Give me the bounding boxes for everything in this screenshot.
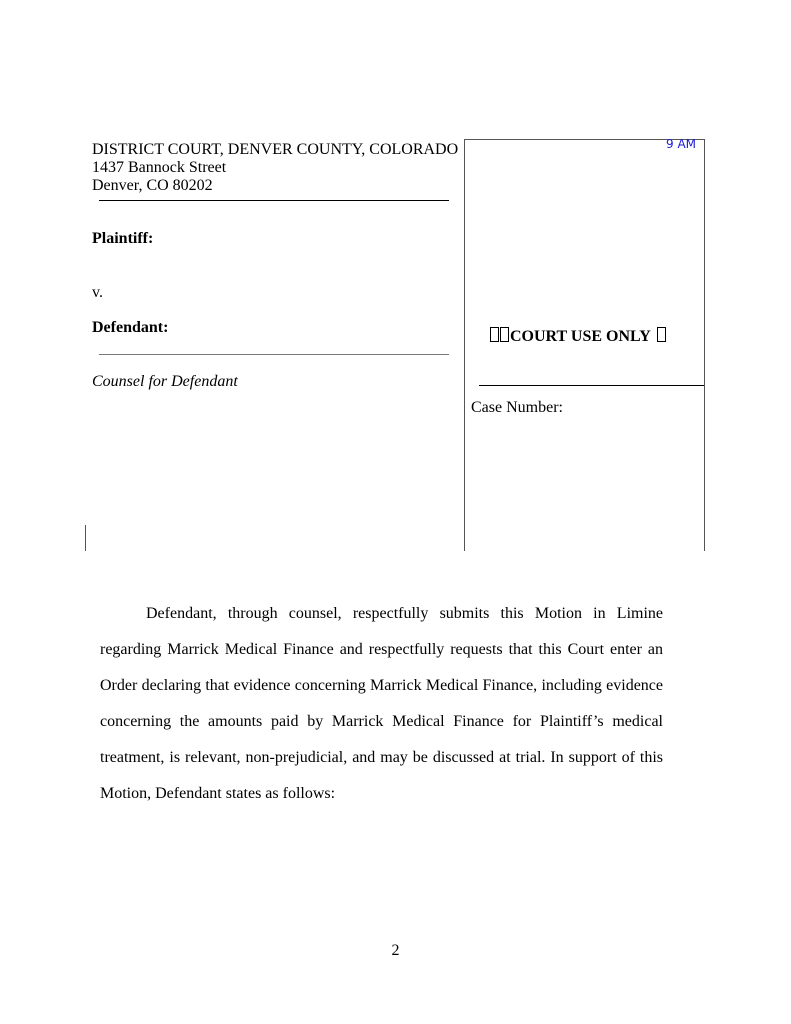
plaintiff-label: Plaintiff: [92,230,154,247]
motion-paragraph [100,596,663,812]
caption-right-border [704,139,705,551]
caption-left-border [85,525,86,551]
box-icon [490,327,499,342]
case-number-label: Case Number: [471,399,563,416]
court-city: Denver, CO 80202 [92,177,213,194]
court-use-only-label [490,327,667,346]
court-address-block [92,141,458,195]
caption-divider [464,139,465,551]
box-icon [657,327,666,342]
divider-rule [479,385,704,386]
court-street: 1437 Bannock Street [92,159,227,176]
divider-rule [99,354,449,355]
box-icon [500,327,509,342]
divider-rule [99,200,449,201]
page-number: 2 [391,942,400,959]
motion-paragraph-text: Defendant, through counsel, respectfully submits this Motion in Limine regarding Marrick Medical Finance and respectfully requests that this Court enter an Order declaring that evidence concerning Marrick Medical Finance, including evidence concerning the amounts paid by Marrick Medical Finance for Plaintiff’s medical treatment, is relevant, non-prejudicial, and may be discussed at trial. In support of this Motion, Defendant states as follows: [100,605,663,802]
versus-label: v. [92,284,103,301]
defendant-label: Defendant: [92,319,169,336]
court-use-text: COURT USE ONLY [510,328,651,345]
filing-stamp-time: 9 AM [666,137,697,151]
court-name: DISTRICT COURT, DENVER COUNTY, COLORADO [92,141,459,158]
counsel-label: Counsel for Defendant [92,373,238,390]
